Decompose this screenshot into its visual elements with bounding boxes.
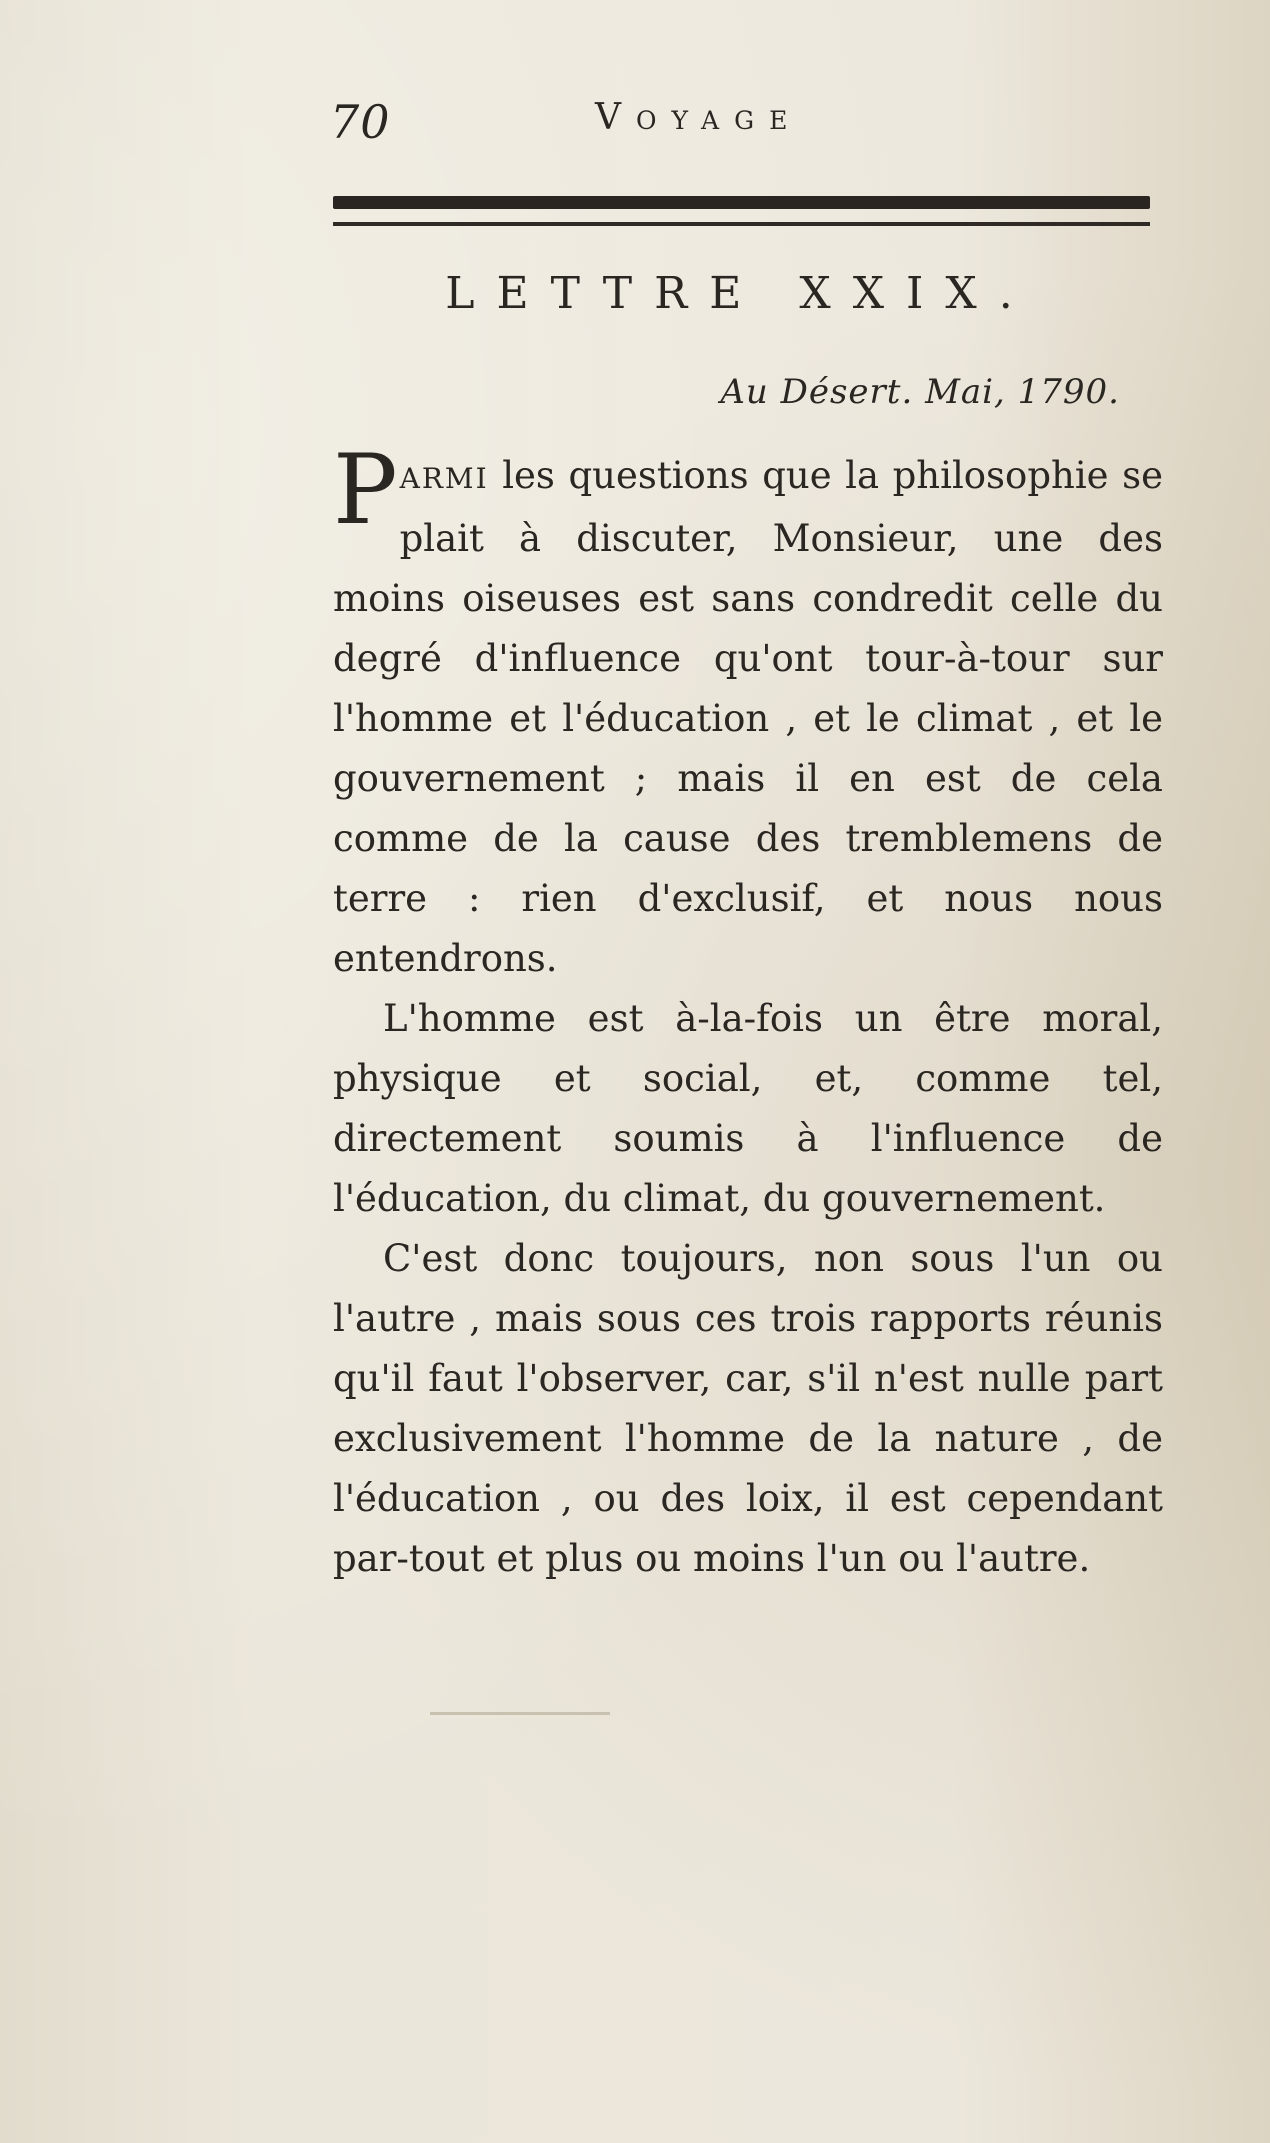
dateline: Au Désert. Mai, 1790.: [720, 372, 1120, 412]
opening-smallcaps: ARMI: [399, 462, 489, 495]
paragraph-2: L'homme est à-la-fois un être moral, physique et social, et, comme tel, directement soumis à l'influence de l'éducation, du climat, du gouvernement.: [333, 997, 1163, 1220]
letter-heading: LETTRE XXIX.: [445, 268, 1035, 319]
drop-cap: P: [333, 434, 398, 546]
paragraph-3: C'est donc toujours, non sous l'un ou l'autre , mais sous ces trois rapports réunis qu'il faut l'observer, car, s'il n'est nulle part exclusivement l'homme de la nature , de l'éducation , ou des loix, il est cependant par-tout et plus ou moins l'un ou l'autre.: [333, 1237, 1163, 1580]
paragraph-1: [333, 434, 1163, 989]
page-number: 70: [330, 95, 391, 149]
running-title: Voyage: [595, 97, 803, 138]
paragraph-1-text: les questions que la philosophie se plait à discuter, Monsieur, une des moins oiseuses est sans condredit celle du degré d'influence qu'ont tour-à-tour sur l'homme et l'éducation , et le climat , et le gouvernement ; mais il en est de cela comme de la cause des tremblemens de terre : rien d'exclusif, et nous nous entendrons.: [333, 454, 1163, 980]
header-rule-thick: [333, 196, 1150, 209]
running-head: [330, 95, 1190, 149]
header-rule-thin: [333, 222, 1150, 226]
letter-body: [333, 434, 1163, 1589]
closing-rule: [430, 1712, 610, 1715]
